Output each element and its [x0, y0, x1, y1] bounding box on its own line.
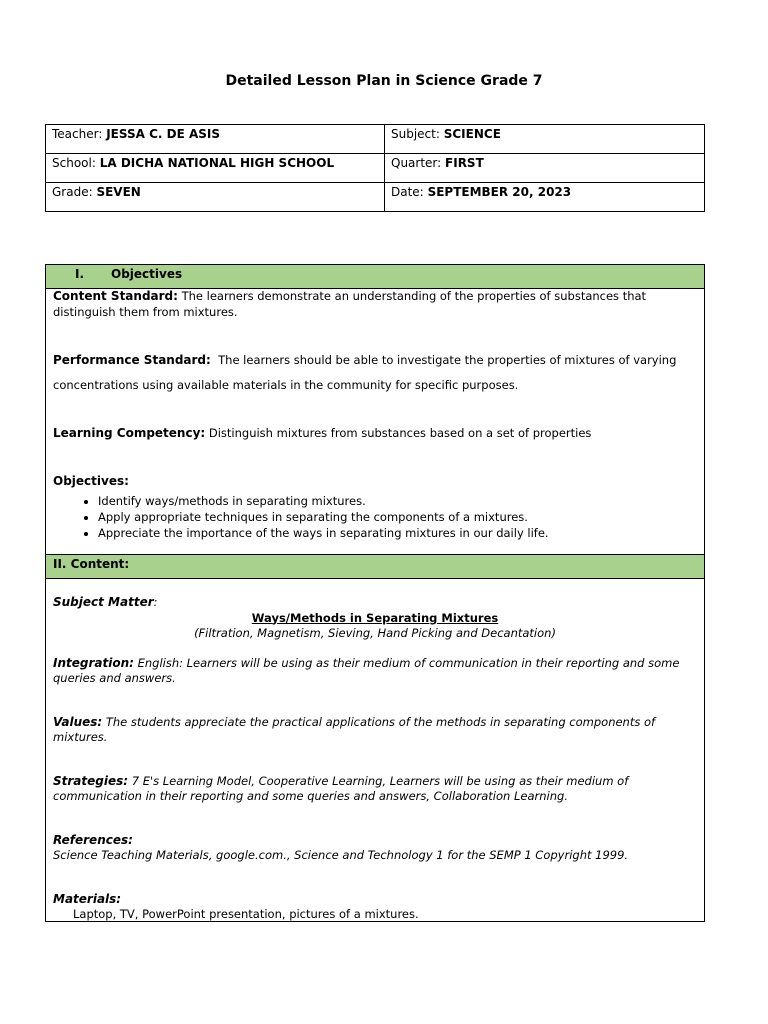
- competency-label: Learning Competency:: [53, 426, 206, 440]
- subject-matter: [53, 595, 697, 611]
- content-standard-text: The learners demonstrate an understanding of the properties of substances that distinguish them from mixtures.: [53, 289, 647, 319]
- performance-standard-label: Performance Standard:: [53, 353, 211, 367]
- content-header: [46, 555, 704, 579]
- objectives-header: [46, 265, 704, 289]
- subject-matter-colon: :: [153, 595, 158, 609]
- quarter-value: FIRST: [445, 156, 484, 170]
- subject-matter-label: Subject Matter: [53, 595, 154, 609]
- performance-standard-line1: The learners should be able to investigate the properties of mixtures of varying: [218, 353, 677, 367]
- strategies: [53, 774, 697, 805]
- teacher-label: Teacher:: [52, 127, 103, 141]
- content-section: [45, 554, 705, 922]
- materials-text: Laptop, TV, PowerPoint presentation, pictures of a mixtures.: [73, 907, 419, 921]
- objectives-body: [46, 289, 704, 541]
- subject-cell: [385, 125, 705, 154]
- quarter-label: Quarter:: [391, 156, 442, 170]
- references-text: Science Teaching Materials, google.com., Science and Technology 1 for the SEMP 1 Copyright 1999.: [53, 848, 629, 862]
- objectives-label-text: Objectives:: [53, 473, 129, 488]
- objectives-label: [53, 474, 697, 490]
- section-heading: Objectives: [111, 267, 183, 281]
- objectives-list: [53, 493, 697, 541]
- list-item: • Identify ways/methods in separating mixtures.: [98, 493, 697, 509]
- grade-label: Grade:: [52, 185, 93, 199]
- performance-standard-cont: concentrations using available materials in the community for specific purposes.: [53, 377, 519, 392]
- section-heading: II. Content:: [53, 557, 130, 571]
- values: [53, 715, 697, 746]
- topic-text: Ways/Methods in Separating Mixtures: [251, 610, 499, 625]
- lesson-info-table: [45, 124, 705, 212]
- quarter-cell: [385, 154, 705, 183]
- materials-label: [53, 892, 697, 908]
- date-label: Date:: [391, 185, 424, 199]
- integration-text: English: Learners will be using as their medium of communication in their reporting and some queries and answers.: [53, 655, 680, 685]
- learning-competency: [53, 426, 697, 442]
- integration: [53, 656, 697, 687]
- content-standard-label: Content Standard:: [53, 289, 178, 303]
- subject-label: Subject:: [391, 127, 440, 141]
- topic-title: [53, 611, 697, 627]
- strategies-text: 7 E's Learning Model, Cooperative Learning, Learners will be using as their medium of communication in their reporting and some queries and answers, Collaboration Learning.: [53, 773, 629, 803]
- references-label-text: References:: [53, 832, 133, 847]
- strategies-label: Strategies:: [53, 773, 129, 788]
- values-text: The students appreciate the practical applications of the methods in separating components of mixtures.: [53, 714, 656, 744]
- grade-value: SEVEN: [96, 185, 141, 199]
- topic-subtitle: (Filtration, Magnetism, Sieving, Hand Picking and Decantation): [194, 626, 556, 640]
- table-row: [46, 154, 705, 183]
- performance-standard: [53, 353, 697, 369]
- school-cell: [46, 154, 385, 183]
- content-standard: [53, 289, 697, 320]
- references-label: [53, 833, 697, 849]
- grade-cell: [46, 183, 385, 212]
- section-number: I.: [75, 267, 85, 281]
- materials-label-text: Materials:: [53, 891, 122, 906]
- table-row: [46, 125, 705, 154]
- competency-text: Distinguish mixtures from substances based on a set of properties: [208, 426, 592, 440]
- list-item: • Apply appropriate techniques in separating the components of a mixtures.: [98, 509, 697, 525]
- values-label: Values:: [53, 714, 103, 729]
- teacher-cell: [46, 125, 385, 154]
- integration-label: Integration:: [53, 655, 134, 670]
- date-cell: [385, 183, 705, 212]
- school-label: School:: [52, 156, 96, 170]
- document-title: Detailed Lesson Plan in Science Grade 7: [225, 73, 543, 89]
- school-value: LA DICHA NATIONAL HIGH SCHOOL: [99, 156, 335, 170]
- subject-value: SCIENCE: [443, 127, 501, 141]
- table-row: [46, 183, 705, 212]
- teacher-value: JESSA C. DE ASIS: [106, 127, 221, 141]
- date-value: SEPTEMBER 20, 2023: [427, 185, 572, 199]
- content-body: [46, 595, 704, 923]
- objectives-section: [45, 264, 705, 555]
- list-item: • Appreciate the importance of the ways in separating mixtures in our daily life.: [98, 525, 697, 541]
